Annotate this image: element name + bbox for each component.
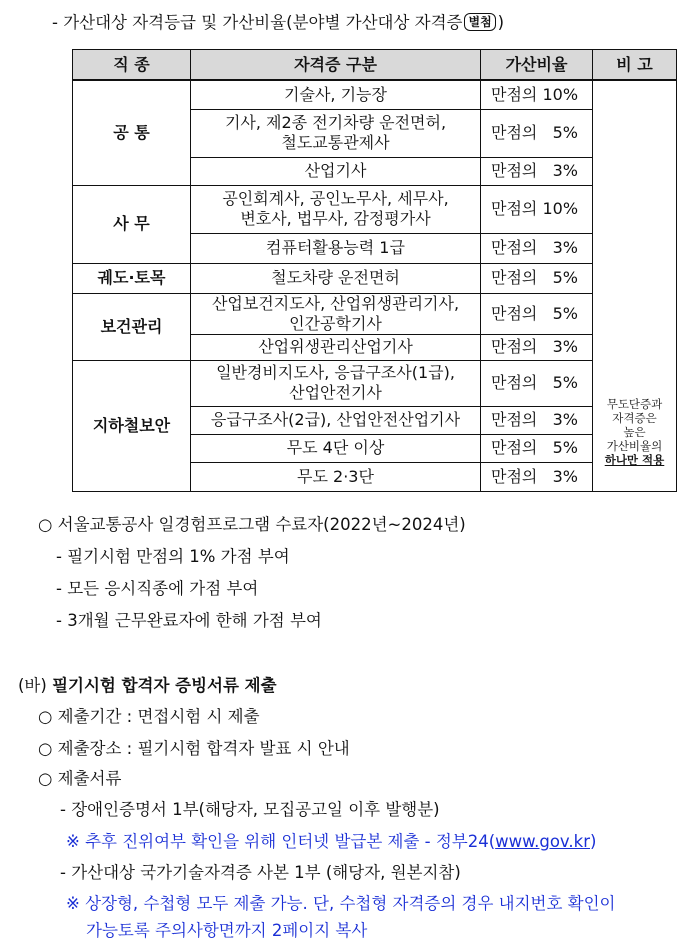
table-header-row (73, 50, 677, 81)
certificate-line: 산업기사 (304, 161, 367, 180)
doc-disability-certificate: - 장애인증명서 1부(해당자, 모집공고일 이후 발행분) (60, 800, 440, 819)
allowance-heading: - 가산대상 자격등급 및 가산비율(분야별 가산대상 자격증 별첨 ) (52, 13, 505, 32)
work-experience-item-1: - 필기시험 만점의 1% 가점 부여 (56, 547, 290, 566)
remarks-cell (593, 80, 677, 491)
appendix-badge: 별첨 (464, 13, 495, 31)
doc-disability-note: ※ 추후 진위여부 확인을 위해 인터넷 발급본 제출 - 정부24(www.gov.kr) (66, 832, 597, 851)
certificate-line: 컴퓨터활용능력 1급 (266, 238, 405, 257)
certificate-line: 기술사, 기능장 (284, 84, 387, 104)
certificate-cell (191, 109, 481, 157)
table-row (73, 263, 677, 293)
rate-cell: 만점의 5% (481, 109, 593, 157)
certificate-line: 산업위생관리산업기사 (258, 337, 413, 356)
rate-cell: 만점의 5% (481, 360, 593, 406)
rate-cell: 만점의 5% (481, 263, 593, 293)
submission-period: ○ 제출기간 : 면접시험 시 제출 (38, 707, 260, 726)
certificate-cell (191, 434, 481, 462)
certificate-line: 무도 4단 이상 (286, 438, 385, 457)
table-row (73, 80, 677, 109)
rate-cell: 만점의 3% (481, 334, 593, 360)
submission-place: ○ 제출장소 : 필기시험 합격자 발표 시 안내 (38, 739, 350, 758)
certificate-line: 철도차량 운전면허 (271, 268, 400, 287)
rate-cell: 만점의 10% (481, 185, 593, 233)
certificate-cell (191, 360, 481, 406)
allowance-table (72, 49, 677, 492)
certificate-cell (191, 233, 481, 263)
remarks-line: 자격증은 (612, 410, 657, 425)
gov24-link[interactable]: www.gov.kr (495, 832, 590, 851)
header-remarks: 비 고 (593, 50, 677, 81)
submission-title-text: 필기시험 합격자 증빙서류 제출 (52, 676, 277, 695)
rate-cell: 만점의 3% (481, 233, 593, 263)
certificate-cell (191, 157, 481, 185)
certificate-line: 인간공학기사 (289, 313, 382, 333)
certificate-cell (191, 462, 481, 491)
table-row (73, 293, 677, 334)
allowance-heading-text: 가산대상 자격등급 및 가산비율(분야별 가산대상 자격증 (63, 13, 463, 32)
remarks-line: 무도단증과 (606, 396, 663, 411)
header-rate: 가산비율 (481, 50, 593, 81)
rate-cell: 만점의 3% (481, 462, 593, 491)
header-certificate: 자격증 구분 (191, 50, 481, 81)
certificate-line: 일반경비지도사, 응급구조사(1급), (216, 363, 455, 382)
certificate-line: 기사, 제2종 전기차량 운전면허, (224, 113, 447, 132)
job-category-cell: 궤도·토목 (73, 263, 191, 293)
certificate-cell (191, 293, 481, 334)
rate-cell: 만점의 5% (481, 293, 593, 334)
job-category-cell: 공 통 (73, 80, 191, 185)
header-job-type: 직 종 (73, 50, 191, 81)
doc-technical-license: - 가산대상 국가기술자격증 사본 1부 (해당자, 원본지참) (60, 863, 461, 882)
rate-cell: 만점의 3% (481, 406, 593, 434)
job-category-cell: 지하철보안 (73, 360, 191, 491)
certificate-cell (191, 263, 481, 293)
remarks-line: 가산비율의 (606, 438, 663, 453)
certificate-line: 공인회계사, 공인노무사, 세무사, (222, 189, 449, 208)
table-row (73, 185, 677, 233)
work-experience-title: ○ 서울교통공사 일경험프로그램 수료자(2022년~2024년) (38, 515, 466, 534)
rate-cell: 만점의 3% (481, 157, 593, 185)
certificate-line: 산업보건지도사, 산업위생관리기사, (211, 293, 460, 313)
submission-docs-title: ○ 제출서류 (38, 769, 122, 788)
doc-license-note-line2: 가능토록 주의사항면까지 2페이지 복사 (86, 921, 368, 940)
submission-section-title: (바) 필기시험 합격자 증빙서류 제출 (18, 676, 277, 695)
work-experience-item-3: - 3개월 근무완료자에 한해 가점 부여 (56, 611, 322, 630)
job-category-cell: 사 무 (73, 185, 191, 263)
job-category-cell: 보건관리 (73, 293, 191, 360)
certificate-line: 응급구조사(2급), 산업안전산업기사 (210, 410, 461, 429)
work-experience-item-2: - 모든 응시직종에 가점 부여 (56, 579, 259, 598)
remarks-emphasis: 하나만 적용 (604, 452, 665, 467)
remarks-line: 높은 (623, 424, 646, 439)
certificate-line: 무도 2·3단 (297, 466, 374, 486)
doc-license-note-line1: ※ 상장형, 수첩형 모두 제출 가능. 단, 수첩형 자격증의 경우 내지번호 확인이 (66, 894, 616, 913)
certificate-cell (191, 80, 481, 109)
rate-cell: 만점의 10% (481, 80, 593, 109)
certificate-line: 산업안전기사 (289, 383, 382, 402)
certificate-cell (191, 185, 481, 233)
certificate-line: 변호사, 법무사, 감정평가사 (240, 209, 431, 228)
table-row (73, 360, 677, 406)
certificate-cell (191, 406, 481, 434)
certificate-line: 철도교통관제사 (281, 133, 390, 152)
certificate-cell (191, 334, 481, 360)
rate-cell: 만점의 5% (481, 434, 593, 462)
